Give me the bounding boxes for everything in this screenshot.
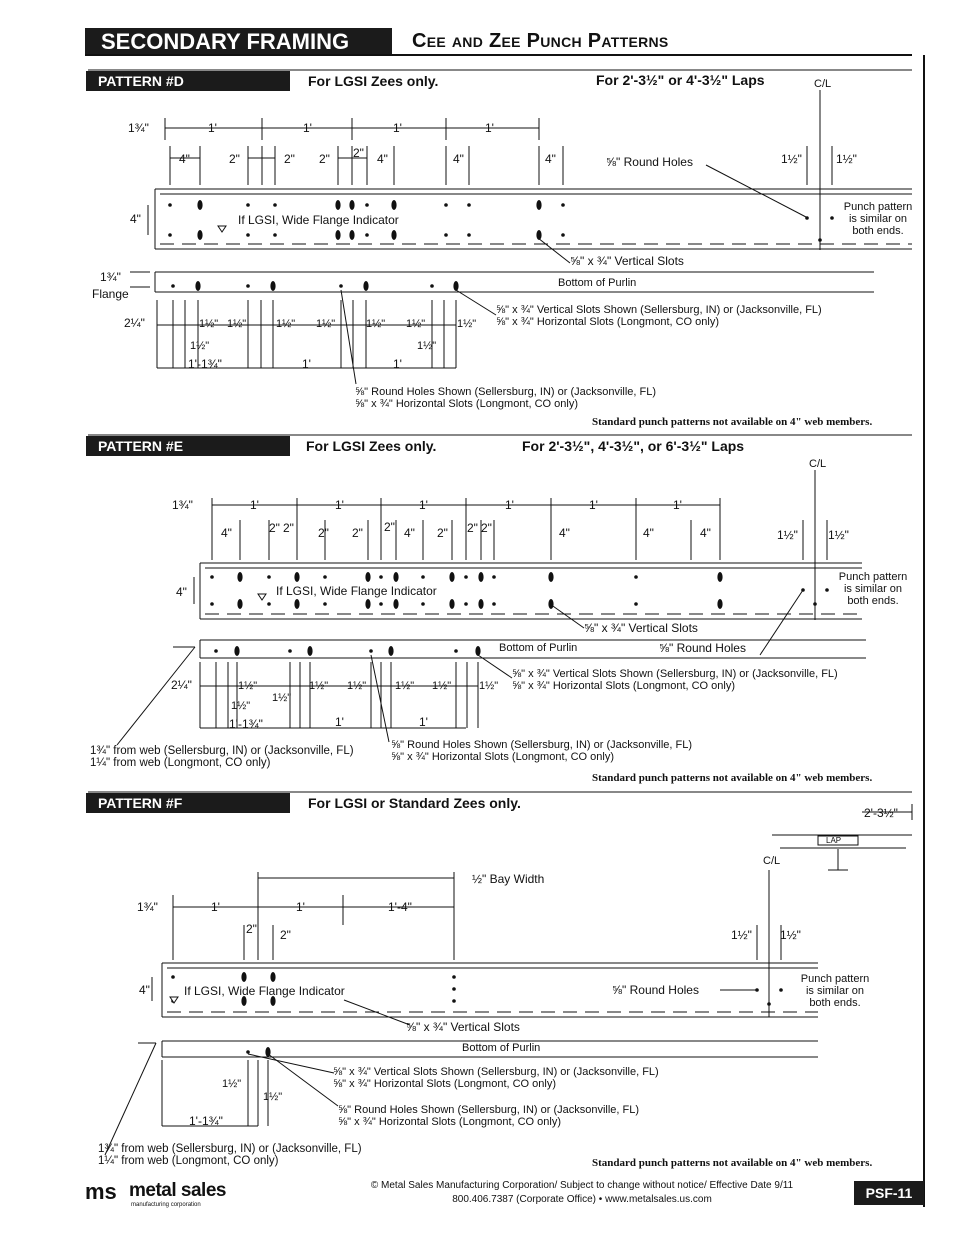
- vertical-slot: [335, 230, 340, 240]
- pf-lap0: 1½": [731, 928, 752, 942]
- pd-std-note: Standard punch patterns not available on 4" web members.: [592, 416, 873, 428]
- pf-lap-dim: 2'-3½": [864, 806, 898, 820]
- vertical-slot: [237, 599, 242, 609]
- pf-fsp0: 1'-1¾": [189, 1114, 223, 1128]
- pe-f5: 1½": [479, 680, 499, 692]
- round-hole: [421, 602, 425, 606]
- pe-sp5: 1': [673, 498, 682, 512]
- round-hole: [467, 233, 471, 237]
- pe-fs1: 1½": [272, 692, 292, 704]
- pd-sp4: 1': [485, 121, 494, 135]
- pe-sp1: 1': [335, 498, 344, 512]
- vertical-slot: [393, 572, 398, 582]
- round-hole: [246, 284, 250, 288]
- round-hole: [246, 203, 250, 207]
- pd-w3: 2": [319, 152, 330, 166]
- pe-w0: 4": [221, 526, 232, 540]
- vertical-slot: [335, 200, 340, 210]
- pattern-e-laps: For 2'-3½", 4'-3½", or 6'-3½" Laps: [522, 438, 745, 454]
- pe-w6: 4": [404, 526, 415, 540]
- round-hole: [273, 203, 277, 207]
- page-title: Cee and Zee Punch Patterns: [412, 30, 669, 52]
- pd-vertical-slots: ⅝" x ¾" Vertical Slots: [570, 254, 684, 268]
- vertical-slot: [478, 599, 483, 609]
- pd-fsp1: 1': [302, 357, 311, 371]
- leader-line: [117, 647, 195, 745]
- svg-text:ms: ms: [85, 1180, 117, 1204]
- pd-round-holes: ⅝" Round Holes: [606, 155, 693, 169]
- round-hole: [246, 1050, 250, 1054]
- pd-slot-note: ⅝" x ¾" Vertical Slots Shown (Sellersburg, IN) or (Jacksonville, FL) ⅝" x ¾" Horizontal Slots (Longmont, CO only): [496, 304, 822, 328]
- round-hole: [452, 999, 456, 1003]
- leader-line: [538, 238, 570, 263]
- pe-sp0: 1': [250, 498, 259, 512]
- pd-w7: 4": [545, 152, 556, 166]
- round-hole: [214, 649, 218, 653]
- wide-flange-icon: [170, 997, 178, 1003]
- vertical-slot: [365, 572, 370, 582]
- round-hole: [323, 602, 327, 606]
- pf-w0: 2": [246, 922, 257, 936]
- pf-bay-width: ½" Bay Width: [472, 872, 545, 886]
- vertical-slot: [234, 646, 239, 656]
- section-title: SECONDARY FRAMING: [85, 28, 392, 56]
- round-hole: [830, 216, 834, 220]
- leader-line: [371, 655, 389, 742]
- leader-line: [706, 165, 806, 217]
- pe-end: 2¼": [171, 678, 192, 692]
- round-hole: [273, 233, 277, 237]
- pe-lap1: 1½": [828, 528, 849, 542]
- pd-f5: 1½": [406, 318, 426, 330]
- pd-f1: 1½": [227, 318, 247, 330]
- vertical-slot: [449, 599, 454, 609]
- pattern-d-subtitle: For LGSI Zees only.: [308, 73, 439, 89]
- pd-sp3: 1': [393, 121, 402, 135]
- pf-vertical-slots: ⅝" x ¾" Vertical Slots: [406, 1020, 520, 1034]
- pe-f1: 1½": [309, 680, 329, 692]
- vertical-slot: [391, 230, 396, 240]
- pf-lap1: 1½": [780, 928, 801, 942]
- pf-edge: 1¾": [137, 900, 158, 914]
- pattern-e-subtitle: For LGSI Zees only.: [306, 438, 437, 454]
- pf-hole-note: ⅝" Round Holes Shown (Sellersburg, IN) or (Jacksonville, FL) ⅝" x ¾" Horizontal Slots (Longmont, CO only): [338, 1104, 640, 1128]
- pd-punch-note: Punch pattern is similar on both ends.: [843, 201, 913, 237]
- pattern-f-drawing: [88, 792, 912, 1155]
- vertical-slot: [349, 200, 354, 210]
- pe-w1: 2": [269, 521, 280, 535]
- wide-flange-icon: [218, 226, 226, 232]
- vertical-slot: [717, 599, 722, 609]
- pe-fs0: 1½": [231, 700, 251, 712]
- pd-w2: 2": [284, 152, 295, 166]
- pe-w11: 4": [643, 526, 654, 540]
- pd-sp1: 1': [208, 121, 217, 135]
- round-hole: [421, 575, 425, 579]
- round-hole: [379, 602, 383, 606]
- pd-lap0: 1½": [781, 152, 802, 166]
- pd-w6: 4": [453, 152, 464, 166]
- vertical-slot: [363, 281, 368, 291]
- pd-sp2: 1': [303, 121, 312, 135]
- pf-sp0: 1': [211, 900, 220, 914]
- round-hole: [210, 575, 214, 579]
- pd-web-height: 4": [130, 212, 141, 226]
- pd-f0: 1½": [199, 318, 219, 330]
- round-hole: [430, 284, 434, 288]
- pattern-e-label: PATTERN #E: [86, 436, 290, 456]
- logo-word: metal sales: [129, 1180, 226, 1201]
- pf-fs1: 1½": [263, 1091, 283, 1103]
- pe-std-note: Standard punch patterns not available on 4" web members.: [592, 772, 873, 784]
- leader-line: [341, 290, 356, 384]
- round-hole: [444, 233, 448, 237]
- pd-hole-note: ⅝" Round Holes Shown (Sellersburg, IN) or (Jacksonville, FL) ⅝" x ¾" Horizontal Slots (Longmont, CO only): [355, 386, 657, 410]
- round-hole: [339, 284, 343, 288]
- vertical-slot: [717, 572, 722, 582]
- vertical-slot: [197, 230, 202, 240]
- round-hole: [246, 233, 250, 237]
- pf-centerline: C/L: [763, 855, 781, 867]
- pe-w12: 4": [700, 526, 711, 540]
- vertical-slot: [237, 572, 242, 582]
- pe-w2: 2": [283, 521, 294, 535]
- footer-contact: 800.406.7387 (Corporate Office) • www.metalsales.us.com: [452, 1194, 712, 1205]
- pe-centerline: C/L: [809, 458, 827, 470]
- pe-f0: 1½": [238, 680, 258, 692]
- pe-f3: 1½": [395, 680, 415, 692]
- vertical-slot: [270, 281, 275, 291]
- wide-flange-icon: [258, 594, 266, 600]
- pd-f6: 1½": [457, 318, 477, 330]
- leader-line: [760, 590, 803, 655]
- pe-w7: 2": [437, 526, 448, 540]
- pe-sp2: 1': [419, 498, 428, 512]
- pattern-e-drawing: [88, 435, 912, 745]
- pd-bottom: Bottom of Purlin: [558, 277, 637, 289]
- round-hole: [492, 602, 496, 606]
- logo-sub: manufacturing corporation: [131, 1202, 201, 1208]
- pd-f4: 1½": [366, 318, 386, 330]
- round-hole: [779, 988, 783, 992]
- leader-line: [550, 604, 584, 628]
- pd-wide-flange: If LGSI, Wide Flange Indicator: [238, 213, 399, 227]
- round-hole: [467, 203, 471, 207]
- pe-fsp0: 1'-1¾": [229, 717, 263, 731]
- round-hole: [379, 575, 383, 579]
- leader-line: [456, 290, 496, 315]
- pe-w10: 4": [559, 526, 570, 540]
- round-hole: [288, 649, 292, 653]
- round-hole: [210, 602, 214, 606]
- round-hole: [634, 602, 638, 606]
- pd-w4: 2": [353, 146, 364, 160]
- pe-w8: 2": [467, 521, 478, 535]
- pd-w1: 2": [229, 152, 240, 166]
- pd-fs0: 1½": [190, 340, 210, 352]
- vertical-slot: [393, 599, 398, 609]
- round-hole: [561, 203, 565, 207]
- pe-wide-flange: If LGSI, Wide Flange Indicator: [276, 584, 437, 598]
- pf-sp2: 1'-4": [388, 900, 412, 914]
- round-hole: [813, 602, 817, 606]
- round-hole: [825, 588, 829, 592]
- round-hole: [369, 649, 373, 653]
- pattern-d-drawing: [88, 70, 912, 384]
- round-hole: [464, 575, 468, 579]
- pf-std-note: Standard punch patterns not available on 4" web members.: [592, 1157, 873, 1169]
- pf-fs0: 1½": [222, 1078, 242, 1090]
- round-hole: [168, 203, 172, 207]
- round-hole: [267, 575, 271, 579]
- pd-flange-height: 1¾": [100, 270, 121, 284]
- pe-edge: 1¾": [172, 498, 193, 512]
- pd-edge: 1¾": [128, 121, 149, 135]
- round-hole: [168, 233, 172, 237]
- round-hole: [365, 203, 369, 207]
- vertical-slot: [388, 646, 393, 656]
- pd-flange-label: Flange: [92, 287, 129, 301]
- vertical-slot: [195, 281, 200, 291]
- vertical-slot: [548, 572, 553, 582]
- vertical-slot: [475, 646, 480, 656]
- round-hole: [365, 233, 369, 237]
- vertical-slot: [548, 599, 553, 609]
- pe-sp3: 1': [505, 498, 514, 512]
- vertical-slot: [197, 200, 202, 210]
- pattern-f-subtitle: For LGSI or Standard Zees only.: [308, 795, 521, 811]
- pd-w5: 4": [377, 152, 388, 166]
- pe-fsp1: 1': [335, 715, 344, 729]
- vertical-slot: [241, 972, 246, 982]
- round-hole: [267, 602, 271, 606]
- pf-round-holes: ⅝" Round Holes: [612, 983, 699, 997]
- pattern-f-label: PATTERN #F: [86, 793, 290, 813]
- vertical-slot: [294, 572, 299, 582]
- pf-web-note: 1¾" from web (Sellersburg, IN) or (Jacksonville, FL) 1¼" from web (Longmont, CO only): [98, 1143, 362, 1167]
- vertical-slot: [270, 972, 275, 982]
- vertical-slot: [349, 230, 354, 240]
- pd-fs1: 1½": [417, 340, 437, 352]
- round-hole: [454, 649, 458, 653]
- vertical-slot: [391, 200, 396, 210]
- round-hole: [452, 975, 456, 979]
- vertical-slot: [294, 599, 299, 609]
- pd-end: 2¼": [124, 316, 145, 330]
- pe-vertical-slots: ⅝" x ¾" Vertical Slots: [584, 621, 698, 635]
- pd-lap1: 1½": [836, 152, 857, 166]
- round-hole: [452, 987, 456, 991]
- round-hole: [323, 575, 327, 579]
- vertical-slot: [449, 572, 454, 582]
- pe-w3: 2": [318, 526, 329, 540]
- round-hole: [171, 284, 175, 288]
- pe-w9: 2": [481, 521, 492, 535]
- round-hole: [634, 575, 638, 579]
- pd-centerline: C/L: [814, 78, 832, 90]
- vertical-slot: [478, 572, 483, 582]
- vertical-slot: [365, 599, 370, 609]
- pf-web-height: 4": [139, 983, 150, 997]
- round-hole: [767, 1002, 771, 1006]
- pf-wide-flange: If LGSI, Wide Flange Indicator: [184, 984, 345, 998]
- round-hole: [561, 233, 565, 237]
- pe-bottom: Bottom of Purlin: [499, 642, 578, 654]
- leader-line: [105, 1043, 156, 1155]
- pe-web-height: 4": [176, 585, 187, 599]
- pe-slot-note: ⅝" x ¾" Vertical Slots Shown (Sellersburg, IN) or (Jacksonville, FL) ⅝" x ¾" Horizontal Slots (Longmont, CO only): [512, 668, 838, 692]
- pe-punch-note: Punch pattern is similar on both ends.: [838, 571, 908, 607]
- pd-fsp2: 1': [393, 357, 402, 371]
- pf-bottom: Bottom of Purlin: [462, 1042, 541, 1054]
- company-logo: [85, 1180, 325, 1210]
- vertical-slot: [307, 646, 312, 656]
- pe-round-holes: ⅝" Round Holes: [659, 641, 746, 655]
- pf-lap-label: LAP: [826, 836, 842, 845]
- round-hole: [464, 602, 468, 606]
- page-number: PSF-11: [854, 1181, 924, 1205]
- pe-lap0: 1½": [777, 528, 798, 542]
- pe-hole-note: ⅝" Round Holes Shown (Sellersburg, IN) or (Jacksonville, FL) ⅝" x ¾" Horizontal Slots (Longmont, CO only): [391, 739, 693, 763]
- pf-sp1: 1': [296, 900, 305, 914]
- vertical-slot: [536, 200, 541, 210]
- pd-w0: 4": [179, 152, 190, 166]
- pattern-d-label: PATTERN #D: [86, 71, 290, 91]
- pf-punch-note: Punch pattern is similar on both ends.: [800, 973, 870, 1009]
- pattern-d-laps: For 2'-3½" or 4'-3½" Laps: [596, 72, 765, 88]
- pe-w5: 2": [384, 520, 395, 534]
- pd-f3: 1½": [316, 318, 336, 330]
- round-hole: [492, 575, 496, 579]
- pf-slot-note: ⅝" x ¾" Vertical Slots Shown (Sellersburg, IN) or (Jacksonville, FL) ⅝" x ¾" Horizontal Slots (Longmont, CO only): [333, 1066, 659, 1090]
- vertical-slot: [453, 281, 458, 291]
- pe-w4: 2": [352, 526, 363, 540]
- pf-w1: 2": [280, 928, 291, 942]
- pe-fsp2: 1': [419, 715, 428, 729]
- pd-fsp0: 1'-1¾": [188, 357, 222, 371]
- pe-f4: 1½": [432, 680, 452, 692]
- pe-web-note: 1¾" from web (Sellersburg, IN) or (Jacksonville, FL) 1¼" from web (Longmont, CO only): [90, 745, 354, 769]
- pe-f2: 1½": [347, 680, 367, 692]
- pe-sp4: 1': [589, 498, 598, 512]
- round-hole: [444, 203, 448, 207]
- pd-f2: 1½": [276, 318, 296, 330]
- round-hole: [818, 238, 822, 242]
- round-hole: [171, 975, 175, 979]
- footer-copyright: © Metal Sales Manufacturing Corporation/ Subject to change without notice/ Effective Date 9/11: [370, 1180, 794, 1191]
